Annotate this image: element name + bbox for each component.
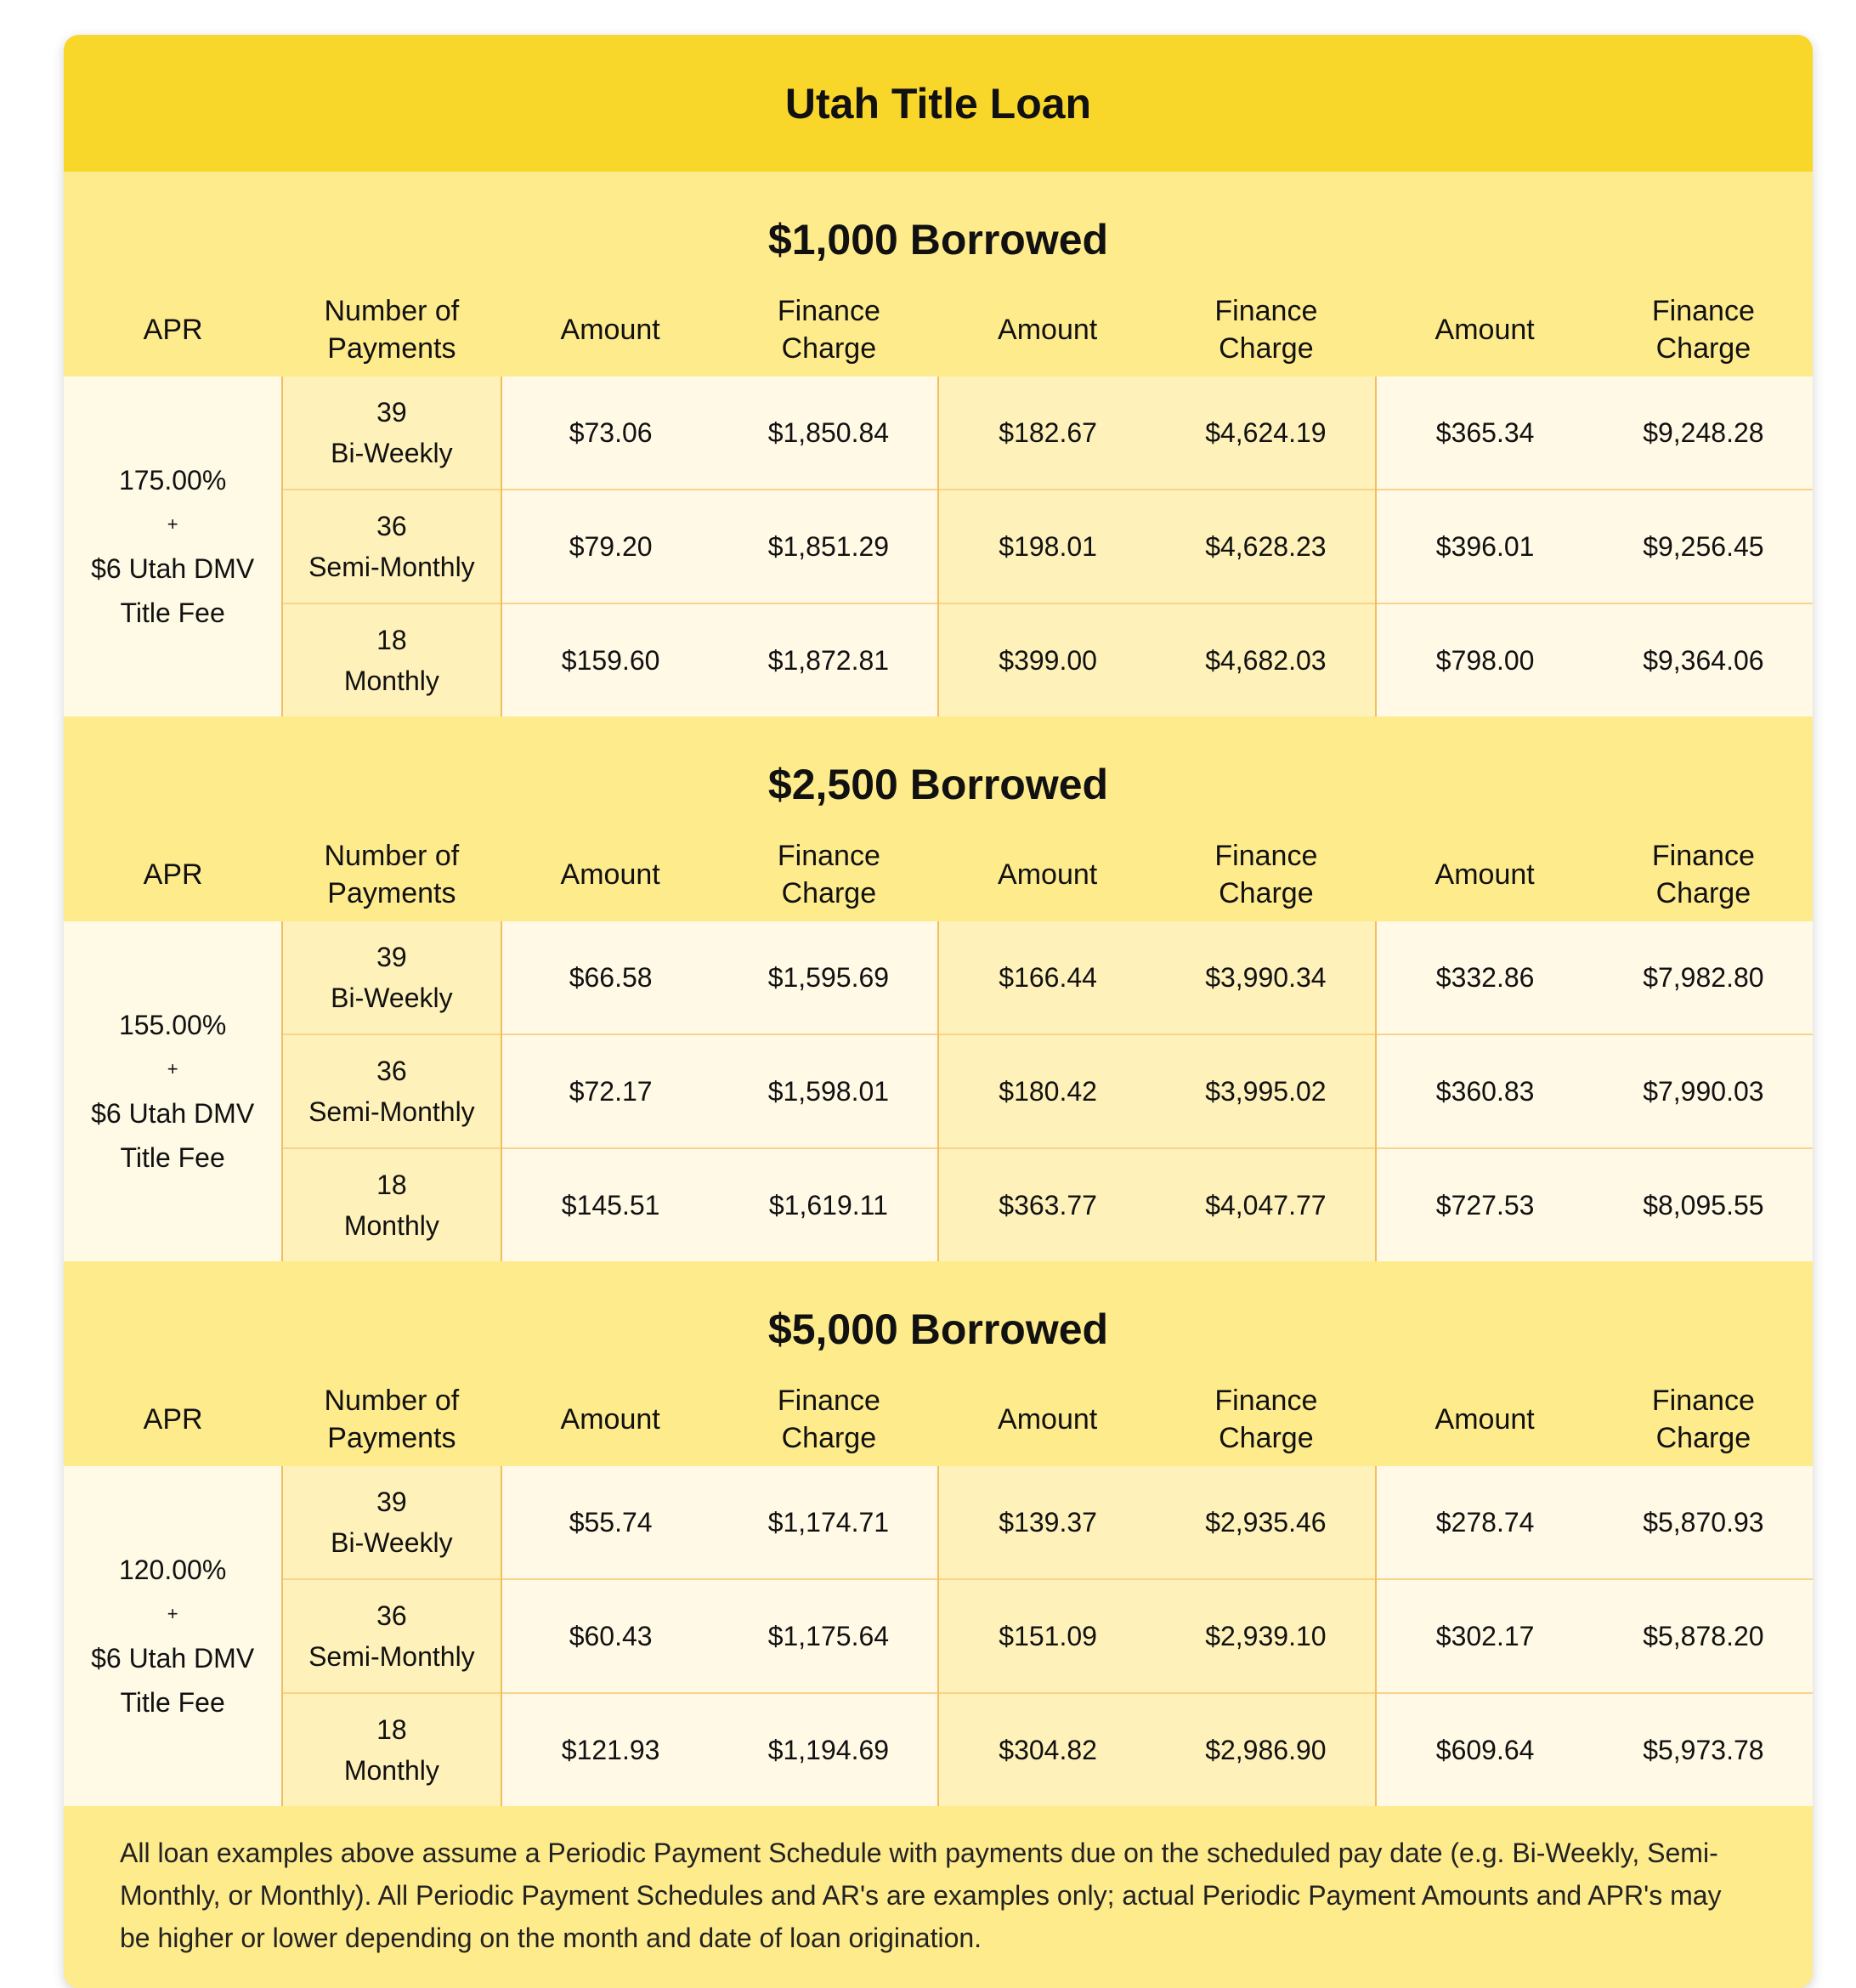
- finance-charge-cell: $1,174.71: [720, 1466, 938, 1579]
- payment-count: 18: [376, 1714, 407, 1745]
- table-row: [64, 921, 1813, 1034]
- section-title: $1,000 Borrowed: [767, 216, 1109, 263]
- finance-charge-cell: $4,628.23: [1157, 490, 1375, 603]
- payments-cell: [282, 1693, 501, 1806]
- payment-schedule: Semi-Monthly: [308, 1096, 475, 1127]
- table-row: [64, 1693, 1813, 1806]
- finance-charge-cell: $9,364.06: [1594, 603, 1813, 716]
- finance-charge-cell: $1,872.81: [720, 603, 938, 716]
- payment-count: 18: [376, 1170, 407, 1200]
- header-line: Number of: [324, 294, 460, 327]
- header-number-of-payments: [282, 291, 501, 377]
- header-line: Finance: [1651, 1384, 1755, 1417]
- table-row: [64, 490, 1813, 603]
- header-line: Charge: [1655, 1421, 1751, 1454]
- amount-cell: $139.37: [938, 1466, 1157, 1579]
- table-row: [64, 377, 1813, 490]
- sections-container: [64, 172, 1813, 1806]
- section-title-row: [64, 1261, 1813, 1380]
- loan-section-table: [64, 716, 1813, 1261]
- fee-line: Title Fee: [120, 1687, 225, 1718]
- apr-cell: [64, 921, 282, 1261]
- payment-schedule: Bi-Weekly: [331, 1527, 453, 1558]
- header-line: Number of: [324, 839, 460, 872]
- amount-cell: $609.64: [1376, 1693, 1594, 1806]
- finance-charge-cell: $1,595.69: [720, 921, 938, 1034]
- payment-schedule: Monthly: [343, 1210, 439, 1241]
- header-line: Charge: [781, 331, 877, 365]
- header-line: Charge: [1655, 331, 1751, 365]
- header-finance-charge: [1594, 291, 1813, 377]
- finance-charge-cell: $2,986.90: [1157, 1693, 1375, 1806]
- fee-line: $6 Utah DMV: [91, 1098, 255, 1129]
- section-title-row: [64, 716, 1813, 835]
- header-apr: APR: [143, 858, 203, 891]
- amount-cell: $66.58: [501, 921, 720, 1034]
- finance-charge-cell: $2,935.46: [1157, 1466, 1375, 1579]
- amount-cell: $399.00: [938, 603, 1157, 716]
- payment-count: 39: [376, 942, 407, 972]
- amount-cell: $55.74: [501, 1466, 720, 1579]
- amount-cell: $159.60: [501, 603, 720, 716]
- apr-cell: [64, 1466, 282, 1806]
- finance-charge-cell: $8,095.55: [1594, 1148, 1813, 1261]
- finance-charge-cell: $5,870.93: [1594, 1466, 1813, 1579]
- header-amount: Amount: [1434, 313, 1535, 346]
- amount-cell: $727.53: [1376, 1148, 1594, 1261]
- finance-charge-cell: $1,851.29: [720, 490, 938, 603]
- payment-schedule: Monthly: [343, 665, 439, 696]
- header-finance-charge: [1594, 1380, 1813, 1466]
- amount-cell: $180.42: [938, 1034, 1157, 1148]
- apr-cell: [64, 377, 282, 716]
- header-number-of-payments: [282, 835, 501, 921]
- amount-cell: $278.74: [1376, 1466, 1594, 1579]
- header-line: Payments: [327, 876, 456, 909]
- finance-charge-cell: $9,256.45: [1594, 490, 1813, 603]
- finance-charge-cell: $1,619.11: [720, 1148, 938, 1261]
- payments-cell: [282, 1579, 501, 1693]
- header-amount: Amount: [1434, 858, 1535, 891]
- amount-cell: $365.34: [1376, 377, 1594, 490]
- plus-sign: +: [167, 1058, 178, 1079]
- header-amount: Amount: [560, 1402, 660, 1436]
- header-finance-charge: [720, 835, 938, 921]
- payment-schedule: Semi-Monthly: [308, 552, 475, 582]
- amount-cell: $145.51: [501, 1148, 720, 1261]
- finance-charge-cell: $9,248.28: [1594, 377, 1813, 490]
- amount-cell: $198.01: [938, 490, 1157, 603]
- finance-charge-cell: $5,973.78: [1594, 1693, 1813, 1806]
- finance-charge-cell: $2,939.10: [1157, 1579, 1375, 1693]
- header-line: Finance: [1214, 1384, 1318, 1417]
- fee-line: $6 Utah DMV: [91, 1643, 255, 1674]
- header-line: Charge: [1219, 876, 1314, 909]
- header-finance-charge: [720, 1380, 938, 1466]
- amount-cell: $360.83: [1376, 1034, 1594, 1148]
- header-line: Finance: [1214, 294, 1318, 327]
- header-number-of-payments: [282, 1380, 501, 1466]
- header-line: Number of: [324, 1384, 460, 1417]
- plus-sign: +: [167, 1603, 178, 1624]
- fee-line: Title Fee: [120, 1142, 225, 1173]
- table-row: [64, 1466, 1813, 1579]
- finance-charge-cell: $4,047.77: [1157, 1148, 1375, 1261]
- finance-charge-cell: $4,624.19: [1157, 377, 1375, 490]
- payments-cell: [282, 1466, 501, 1579]
- header-finance-charge: [1157, 1380, 1375, 1466]
- payment-count: 39: [376, 1487, 407, 1517]
- finance-charge-cell: $3,990.34: [1157, 921, 1375, 1034]
- header-finance-charge: [1594, 835, 1813, 921]
- loan-section-table: [64, 172, 1813, 716]
- column-header-row: [64, 835, 1813, 921]
- header-line: Finance: [1214, 839, 1318, 872]
- amount-cell: $60.43: [501, 1579, 720, 1693]
- amount-cell: $72.17: [501, 1034, 720, 1148]
- payments-cell: [282, 1034, 501, 1148]
- amount-cell: $182.67: [938, 377, 1157, 490]
- payments-cell: [282, 490, 501, 603]
- amount-cell: $332.86: [1376, 921, 1594, 1034]
- header-finance-charge: [720, 291, 938, 377]
- apr-value: 175.00%: [118, 465, 227, 496]
- table-row: [64, 603, 1813, 716]
- fee-line: $6 Utah DMV: [91, 553, 255, 584]
- header-line: Charge: [1655, 876, 1751, 909]
- payment-schedule: Monthly: [343, 1755, 439, 1786]
- amount-cell: $151.09: [938, 1579, 1157, 1693]
- payment-schedule: Bi-Weekly: [331, 983, 453, 1013]
- amount-cell: $304.82: [938, 1693, 1157, 1806]
- payment-count: 36: [376, 1056, 407, 1086]
- header-finance-charge: [1157, 291, 1375, 377]
- loan-table-card: [64, 35, 1813, 1988]
- header-line: Charge: [1219, 1421, 1314, 1454]
- header-amount: Amount: [1434, 1402, 1535, 1436]
- finance-charge-cell: $1,175.64: [720, 1579, 938, 1693]
- header-line: Finance: [777, 294, 880, 327]
- header-amount: Amount: [560, 858, 660, 891]
- header-line: Payments: [327, 1421, 456, 1454]
- payments-cell: [282, 921, 501, 1034]
- header-amount: Amount: [998, 313, 1098, 346]
- header-amount: Amount: [998, 858, 1098, 891]
- header-amount: Amount: [998, 1402, 1098, 1436]
- header-line: Payments: [327, 331, 456, 365]
- payment-count: 36: [376, 1600, 407, 1631]
- fee-line: Title Fee: [120, 598, 225, 628]
- payment-schedule: Bi-Weekly: [331, 438, 453, 468]
- finance-charge-cell: $5,878.20: [1594, 1579, 1813, 1693]
- amount-cell: $302.17: [1376, 1579, 1594, 1693]
- header-line: Charge: [781, 1421, 877, 1454]
- section-title-row: [64, 172, 1813, 291]
- finance-charge-cell: $1,850.84: [720, 377, 938, 490]
- finance-charge-cell: $3,995.02: [1157, 1034, 1375, 1148]
- finance-charge-cell: $7,982.80: [1594, 921, 1813, 1034]
- header-line: Finance: [777, 839, 880, 872]
- finance-charge-cell: $4,682.03: [1157, 603, 1375, 716]
- header-line: Finance: [777, 1384, 880, 1417]
- page-title: Utah Title Loan: [64, 35, 1813, 172]
- amount-cell: $73.06: [501, 377, 720, 490]
- payment-count: 36: [376, 511, 407, 541]
- header-line: Charge: [1219, 331, 1314, 365]
- apr-value: 155.00%: [118, 1010, 227, 1040]
- amount-cell: $121.93: [501, 1693, 720, 1806]
- header-apr: APR: [143, 313, 203, 346]
- header-line: Charge: [781, 876, 877, 909]
- payments-cell: [282, 603, 501, 716]
- disclaimer-footer: All loan examples above assume a Periodic Payment Schedule with payments due on the scheduled pay date (e.g. Bi-Weekly, Semi-Monthly, or Monthly). All Periodic Payment Schedules and AR's are examples only; actual Periodic Payment Amounts and APR's may be higher or lower depending on the month and date of loan origination.: [64, 1806, 1813, 1988]
- finance-charge-cell: $7,990.03: [1594, 1034, 1813, 1148]
- payments-cell: [282, 377, 501, 490]
- finance-charge-cell: $1,194.69: [720, 1693, 938, 1806]
- amount-cell: $166.44: [938, 921, 1157, 1034]
- header-finance-charge: [1157, 835, 1375, 921]
- table-row: [64, 1579, 1813, 1693]
- amount-cell: $798.00: [1376, 603, 1594, 716]
- apr-value: 120.00%: [118, 1555, 227, 1585]
- finance-charge-cell: $1,598.01: [720, 1034, 938, 1148]
- table-row: [64, 1148, 1813, 1261]
- header-line: Finance: [1651, 839, 1755, 872]
- amount-cell: $363.77: [938, 1148, 1157, 1261]
- section-title: $5,000 Borrowed: [767, 1306, 1109, 1353]
- payment-count: 39: [376, 397, 407, 428]
- amount-cell: $79.20: [501, 490, 720, 603]
- payment-count: 18: [376, 625, 407, 655]
- amount-cell: $396.01: [1376, 490, 1594, 603]
- header-line: Finance: [1651, 294, 1755, 327]
- payment-schedule: Semi-Monthly: [308, 1641, 475, 1672]
- table-row: [64, 1034, 1813, 1148]
- plus-sign: +: [167, 513, 178, 535]
- section-title: $2,500 Borrowed: [767, 761, 1109, 808]
- header-amount: Amount: [560, 313, 660, 346]
- header-apr: APR: [143, 1402, 203, 1436]
- column-header-row: [64, 291, 1813, 377]
- payments-cell: [282, 1148, 501, 1261]
- loan-section-table: [64, 1261, 1813, 1806]
- column-header-row: [64, 1380, 1813, 1466]
